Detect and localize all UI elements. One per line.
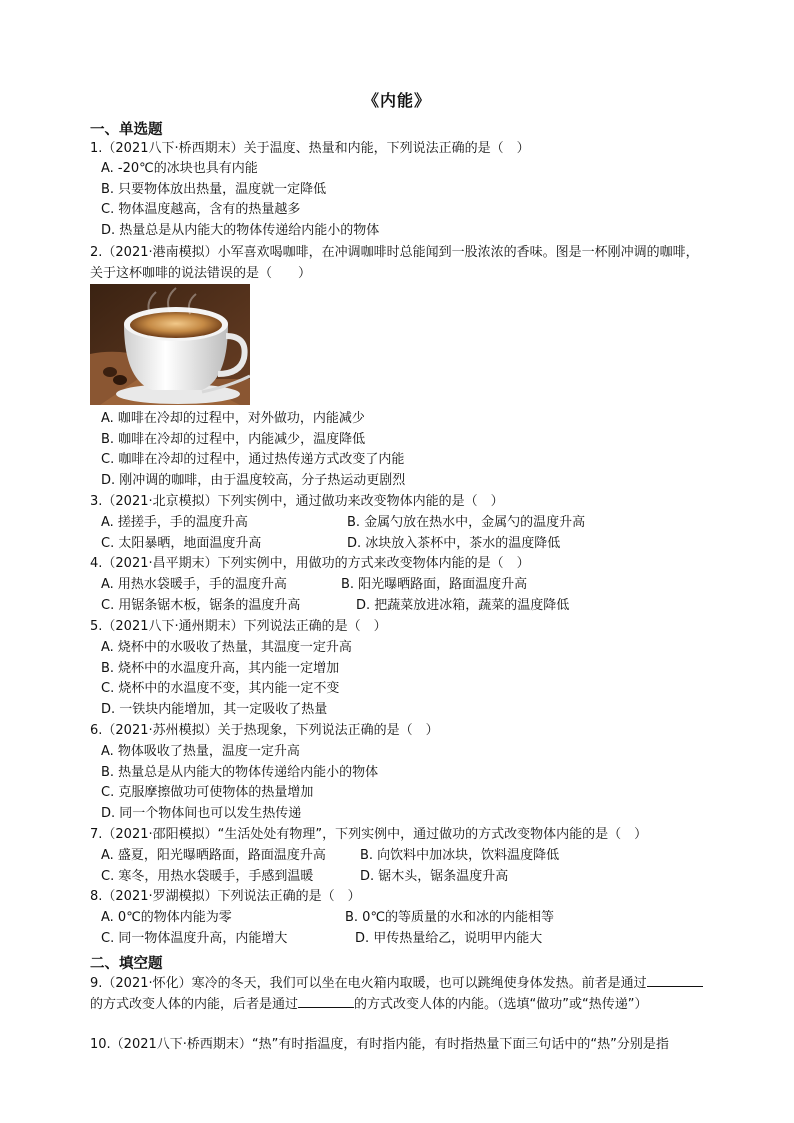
question-4-option-c: C. 用锯条锯木板，锯条的温度升高 bbox=[101, 598, 301, 613]
question-1-option-a: A. -20℃的冰块也具有内能 bbox=[101, 161, 258, 176]
question-7-option-a: A. 盛夏，阳光曝晒路面，路面温度升高 bbox=[101, 848, 326, 863]
question-3-option-c: C. 太阳暴晒，地面温度升高 bbox=[101, 536, 262, 551]
question-9-text-3: 的方式改变人体的内能。（选填“做功”或“热传递”） bbox=[354, 997, 648, 1012]
question-7-option-d: D. 锯木头，锯条温度升高 bbox=[360, 869, 509, 884]
question-9-text-1: 9.（2021·怀化）寒冷的冬天，我们可以坐在电火箱内取暖，也可以跳绳使身体发热。前者是通过 bbox=[90, 976, 647, 991]
question-8-option-d: D. 甲传热量给乙，说明甲内能大 bbox=[355, 931, 543, 946]
question-7-option-b: B. 向饮料中加冰块，饮料温度降低 bbox=[360, 848, 560, 863]
question-5-option-d: D. 一铁块内能增加，其一定吸收了热量 bbox=[101, 702, 328, 717]
answer-blank-2[interactable] bbox=[298, 995, 354, 1008]
question-8-option-c: C. 同一物体温度升高，内能增大 bbox=[101, 931, 288, 946]
question-8-stem: 8.（2021·罗湖模拟）下列说法正确的是（ ） bbox=[90, 889, 361, 904]
question-5-stem: 5.（2021八下·通州期末）下列说法正确的是（ ） bbox=[90, 619, 387, 634]
question-6-option-b: B. 热量总是从内能大的物体传递给内能小的物体 bbox=[101, 765, 379, 780]
question-5-option-b: B. 烧杯中的水温度升高，其内能一定增加 bbox=[101, 661, 340, 676]
question-1-option-d: D. 热量总是从内能大的物体传递给内能小的物体 bbox=[101, 223, 380, 238]
section-heading-fill-blank bbox=[90, 952, 163, 973]
section-2-label: 二、填空题 bbox=[90, 956, 163, 972]
question-4-stem: 4.（2021·昌平期末）下列实例中，用做功的方式来改变物体内能的是（ ） bbox=[90, 556, 530, 571]
question-4-option-d: D. 把蔬菜放进冰箱，蔬菜的温度降低 bbox=[356, 598, 570, 613]
question-9-text-2: 的方式改变人体的内能，后者是通过 bbox=[90, 997, 299, 1012]
question-9-stem bbox=[90, 973, 705, 1015]
question-1-stem: 1.（2021八下·桥西期末）关于温度、热量和内能，下列说法正确的是（ ） bbox=[90, 141, 530, 156]
answer-blank-1[interactable] bbox=[647, 974, 703, 987]
question-2-option-c: C. 咖啡在冷却的过程中，通过热传递方式改变了内能 bbox=[101, 452, 405, 467]
question-6-option-a: A. 物体吸收了热量，温度一定升高 bbox=[101, 744, 300, 759]
question-8-option-b: B. 0℃的等质量的水和冰的内能相等 bbox=[345, 910, 555, 925]
question-5-option-a: A. 烧杯中的水吸收了热量，其温度一定升高 bbox=[101, 640, 352, 655]
question-1-option-c: C. 物体温度越高，含有的热量越多 bbox=[101, 202, 301, 217]
question-6-option-c: C. 克服摩擦做功可使物体的热量增加 bbox=[101, 785, 314, 800]
question-3-option-b: B. 金属勺放在热水中，金属勺的温度升高 bbox=[347, 515, 586, 530]
question-7-stem: 7.（2021·邵阳模拟）“生活处处有物理”，下列实例中，通过做功的方式改变物体内能的是（ ） bbox=[90, 827, 648, 842]
question-2-option-a: A. 咖啡在冷却的过程中，对外做功，内能减少 bbox=[101, 411, 365, 426]
coffee-cup-photo bbox=[90, 284, 250, 405]
question-1-option-b: B. 只要物体放出热量，温度就一定降低 bbox=[101, 182, 327, 197]
section-heading-single-choice: 一、单选题 bbox=[90, 122, 163, 138]
question-3-option-a: A. 搓搓手，手的温度升高 bbox=[101, 515, 248, 530]
question-8-option-a: A. 0℃的物体内能为零 bbox=[101, 910, 232, 925]
question-2-option-d: D. 刚冲调的咖啡，由于温度较高，分子热运动更剧烈 bbox=[101, 473, 406, 488]
question-3-stem: 3.（2021·北京模拟）下列实例中，通过做功来改变物体内能的是（ ） bbox=[90, 494, 504, 509]
question-7-option-c: C. 寒冬，用热水袋暖手，手感到温暖 bbox=[101, 869, 314, 884]
question-3-option-d: D. 冰块放入茶杯中，茶水的温度降低 bbox=[347, 536, 561, 551]
question-5-option-c: C. 烧杯中的水温度不变，其内能一定不变 bbox=[101, 681, 340, 696]
question-4-option-b: B. 阳光曝晒路面，路面温度升高 bbox=[341, 577, 528, 592]
question-6-option-d: D. 同一个物体间也可以发生热传递 bbox=[101, 806, 302, 821]
question-2-stem: 2.（2021·港南模拟）小军喜欢喝咖啡，在冲调咖啡时总能闻到一股浓浓的香味。图是一杯刚冲调的咖啡，关于这杯咖啡的说法错误的是（ ） bbox=[90, 245, 699, 281]
document-title: 《内能》 bbox=[362, 91, 431, 110]
question-10-stem: 10.（2021八下·桥西期末）“热”有时指温度，有时指内能，有时指热量下面三句话中的“热”分别是指 bbox=[90, 1037, 669, 1052]
question-6-stem: 6.（2021·苏州模拟）关于热现象，下列说法正确的是（ ） bbox=[90, 723, 439, 738]
question-4-option-a: A. 用热水袋暖手，手的温度升高 bbox=[101, 577, 287, 592]
question-2-option-b: B. 咖啡在冷却的过程中，内能减少，温度降低 bbox=[101, 432, 366, 447]
